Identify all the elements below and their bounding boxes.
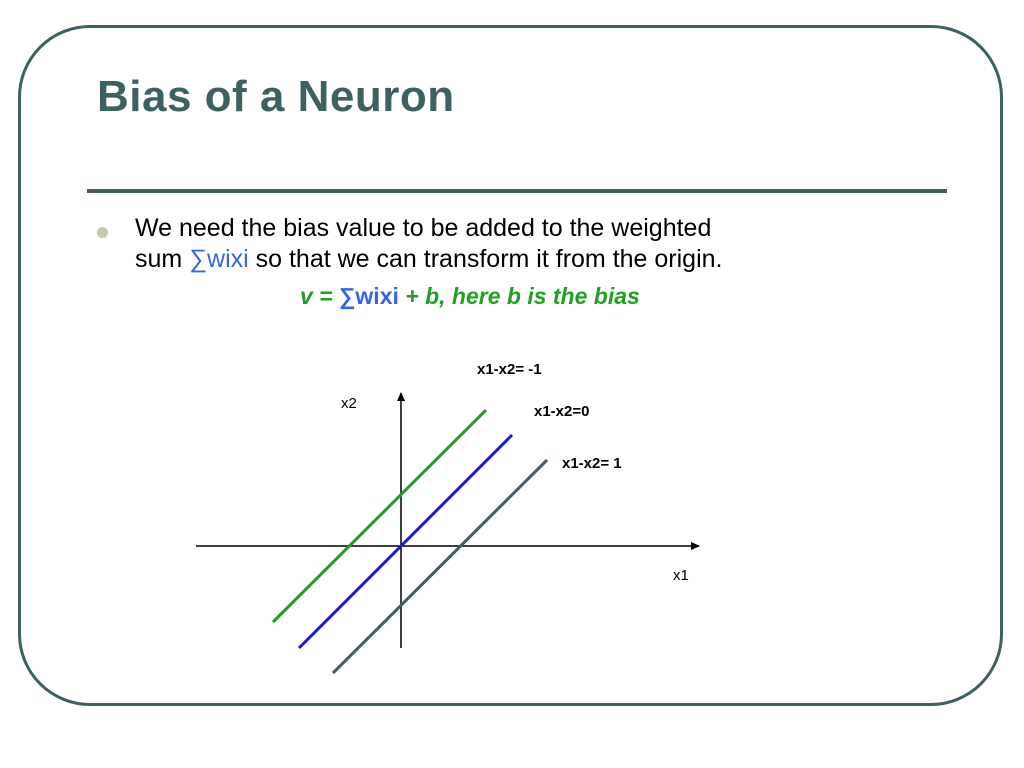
label-line-neg1: x1-x2= -1 <box>477 361 542 378</box>
x-axis-label: x1 <box>673 567 689 584</box>
line-x1-minus-x2-eq-1 <box>333 460 547 673</box>
formula-sigma-term: ∑wixi <box>339 283 399 309</box>
slide-title: Bias of a Neuron <box>97 72 455 121</box>
bullet-text-suffix: so that we can transform it from the origin. <box>248 245 723 273</box>
line-x1-minus-x2-eq-neg1 <box>273 410 486 622</box>
line-x1-minus-x2-eq-0 <box>299 435 512 648</box>
formula-prefix: v = <box>300 283 340 309</box>
sigma-wixi-term: ∑wixi <box>189 245 249 273</box>
label-line-1: x1-x2= 1 <box>562 455 622 472</box>
bullet-text-line-1: We need the bias value to be added to the weighted <box>135 214 712 242</box>
bullet-text-sum: sum <box>135 245 190 273</box>
y-axis-label: x2 <box>341 395 357 412</box>
label-line-0: x1-x2=0 <box>534 403 590 420</box>
formula-suffix: + b, here b is the bias <box>398 283 640 309</box>
